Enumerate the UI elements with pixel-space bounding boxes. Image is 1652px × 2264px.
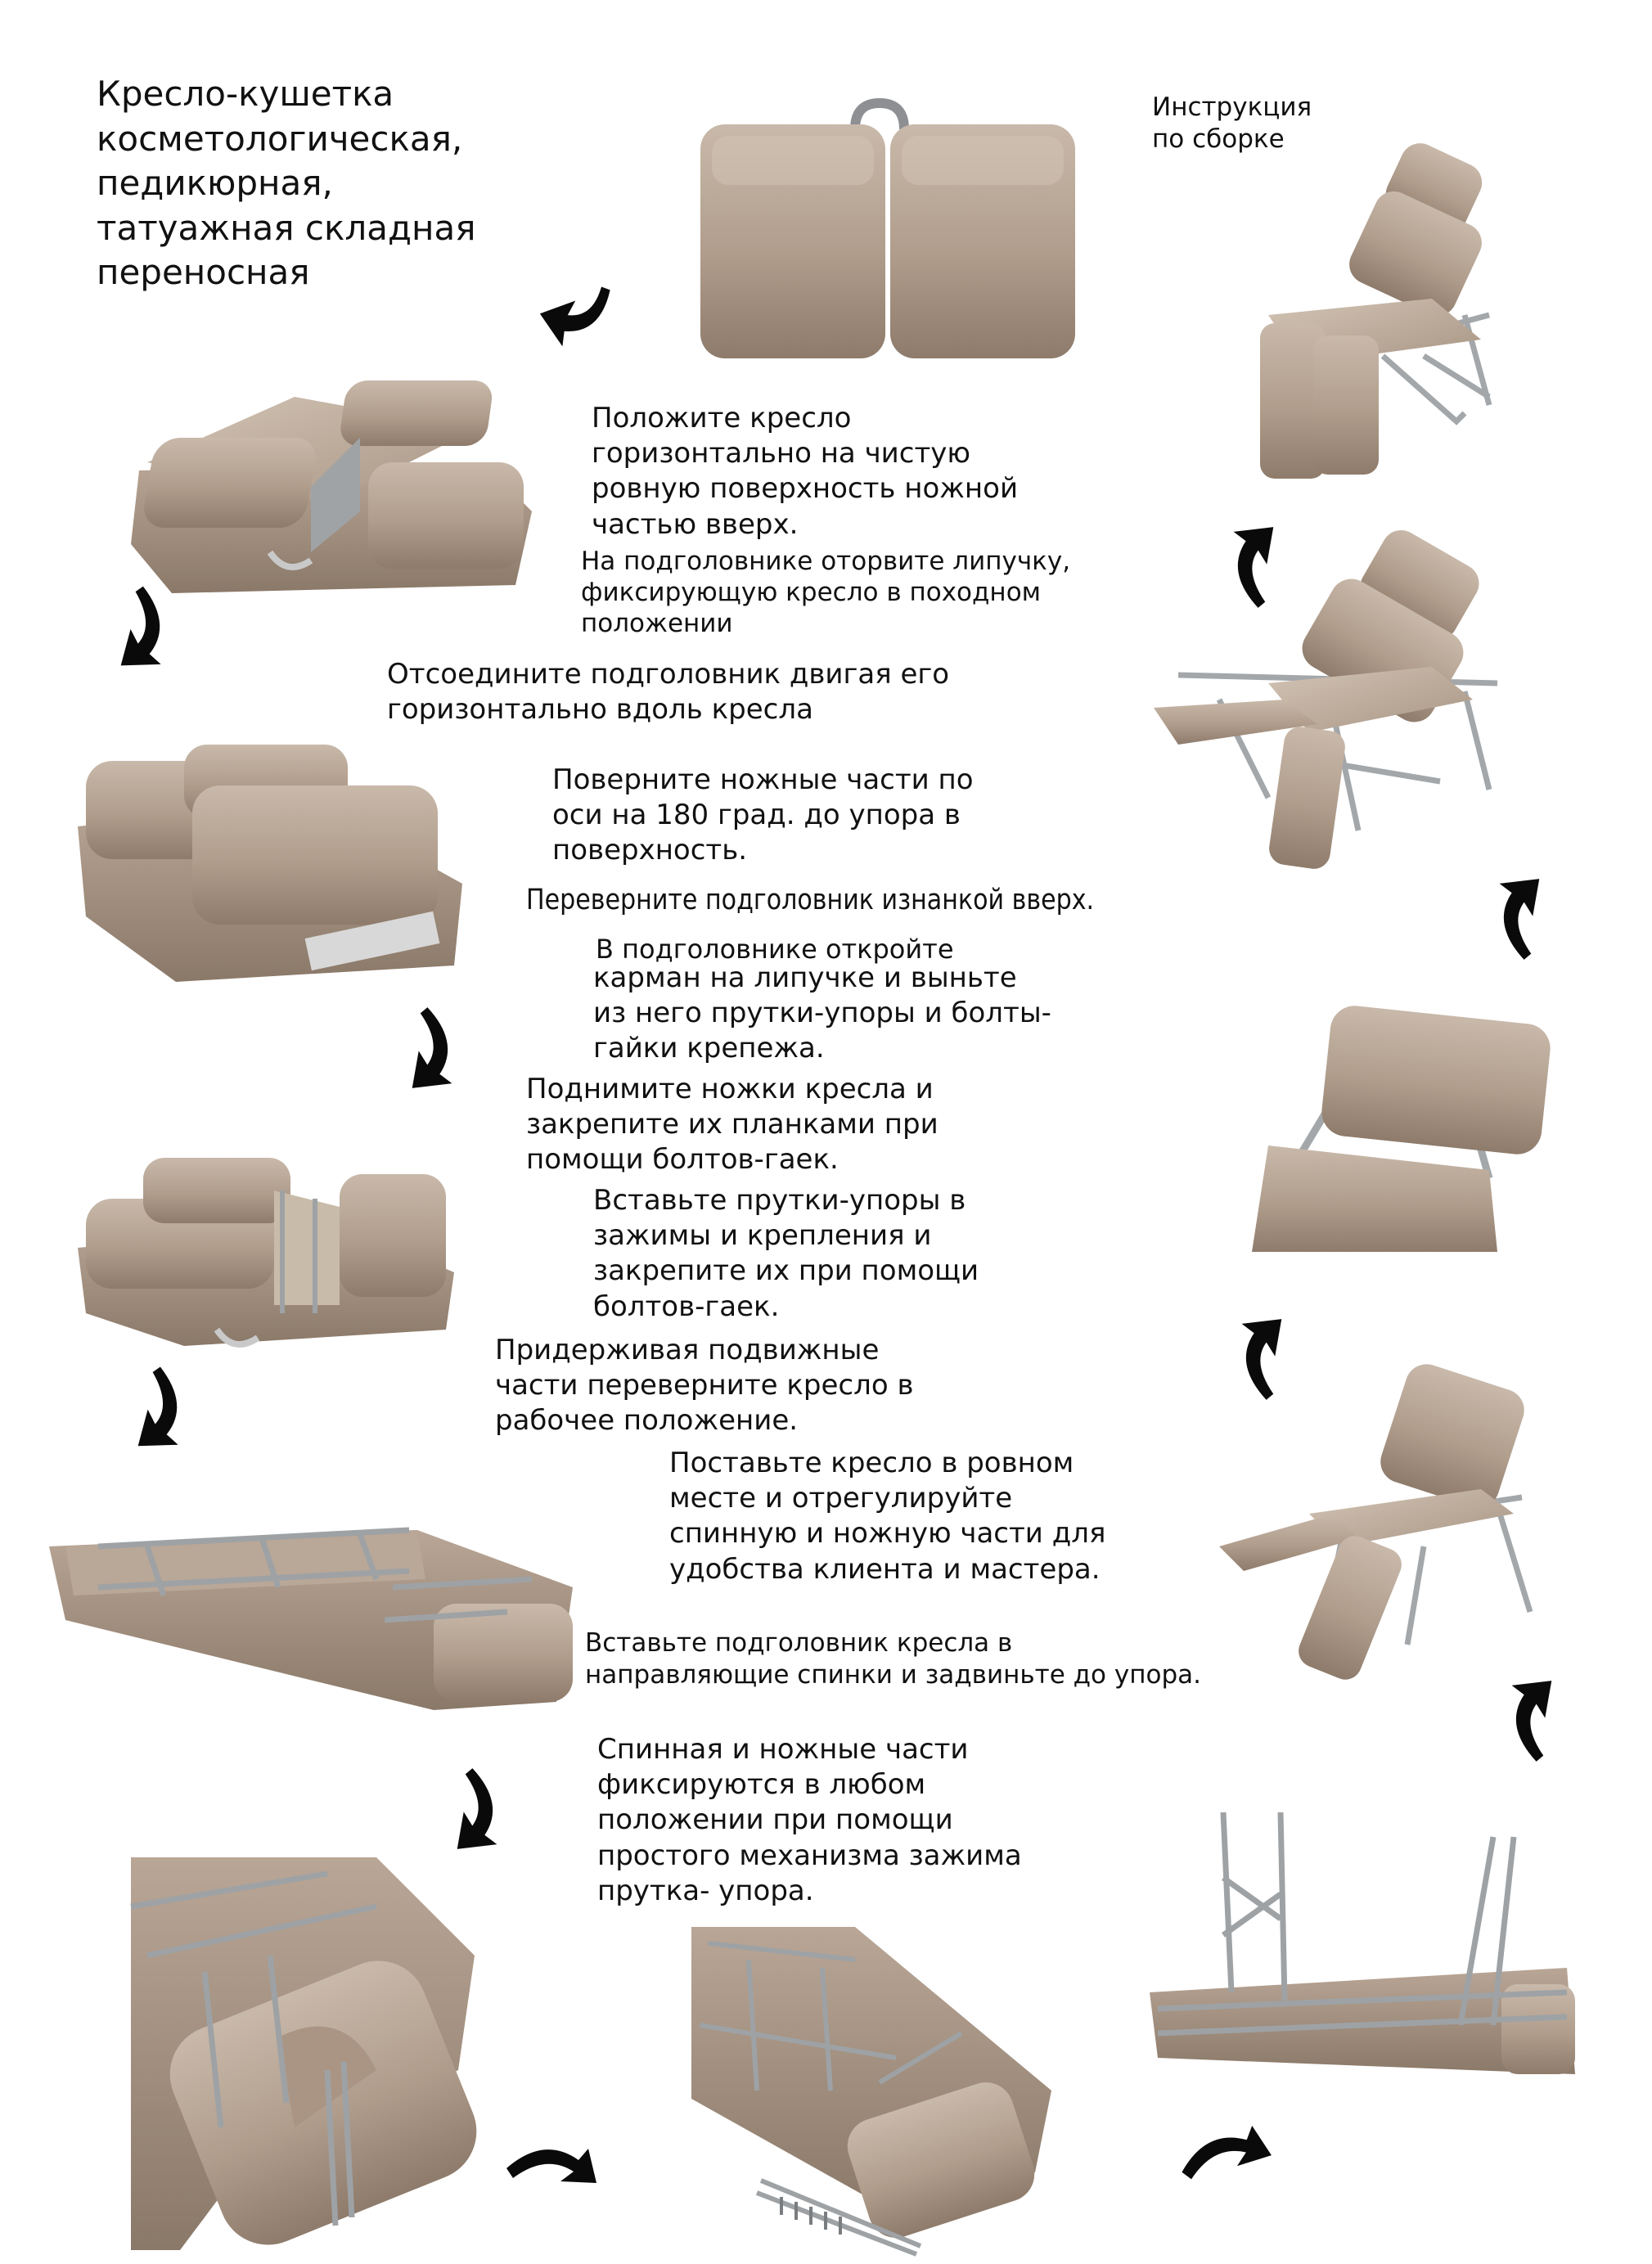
unfolded-frame-image-3 bbox=[691, 1927, 1056, 2254]
curved-arrow-icon bbox=[1506, 1669, 1555, 1771]
curved-arrow-icon bbox=[409, 1000, 458, 1098]
step-flip-headrest: Переверните подголовник изнанкой вверх. bbox=[526, 884, 1095, 916]
step-open-pocket-b: карман на липучке и выньте из него прутки-упоры и болты- гайки крепежа. bbox=[593, 961, 1051, 1065]
document-title: Кресло-кушетка косметологическая, педикюрная, татуажная складная переносная bbox=[97, 74, 476, 293]
step-insert-headrest: Вставьте подголовник кресла в направляющие спинки и задвиньте до упора. bbox=[585, 1628, 1201, 1690]
step-raise-legs: Поднимите ножки кресла и закрепите их планками при помощи болтов-гаек. bbox=[526, 1073, 939, 1177]
curved-arrow-icon bbox=[1174, 2119, 1272, 2185]
unfolded-frame-image-1 bbox=[49, 1497, 581, 1722]
assembled-chair-image-1 bbox=[1252, 151, 1497, 487]
step-rotate-legs: Поверните ножные части по оси на 180 град. до упора в поверхность. bbox=[552, 763, 974, 867]
curved-arrow-icon bbox=[540, 278, 622, 348]
curved-arrow-icon bbox=[139, 1362, 188, 1456]
unfolded-frame-image-2 bbox=[131, 1857, 483, 2258]
folded-chair-image-2 bbox=[70, 728, 479, 990]
folded-chair-image-3 bbox=[70, 1141, 458, 1350]
step-turn-over: Придерживая подвижные части переверните кресло в рабочее положение. bbox=[495, 1334, 914, 1438]
step-fixing-note: Спинная и ножные части фиксируются в любом положении при помощи простого механизма зажима прутка- упора. bbox=[597, 1733, 1022, 1907]
curved-arrow-icon bbox=[1236, 1308, 1285, 1410]
curved-arrow-icon bbox=[503, 2136, 601, 2193]
assembled-chair-image-3 bbox=[1211, 1375, 1538, 1686]
step-place-chair: Положите кресло горизонтально на чистую ровную поверхность ножной частью вверх. bbox=[592, 402, 1019, 541]
step-open-pocket-a: В подголовнике откройте bbox=[596, 934, 954, 965]
curved-arrow-icon bbox=[1227, 515, 1276, 618]
step-remove-velcro: На подголовнике оторвите липучку, фиксирующую кресло в походном положении bbox=[581, 547, 1071, 638]
assembled-frame-image bbox=[1141, 1812, 1579, 2115]
step-detach-headrest: Отсоедините подголовник двигая его горизонтально вдоль кресла bbox=[387, 658, 950, 727]
folded-case-image bbox=[695, 97, 1080, 367]
headrest-closeup-image bbox=[1252, 1015, 1546, 1252]
curved-arrow-icon bbox=[454, 1759, 503, 1861]
assembled-chair-image-2 bbox=[1146, 544, 1506, 871]
instruction-heading: Инструкция по сборке bbox=[1152, 92, 1312, 155]
step-insert-rods: Вставьте прутки-упоры в зажимы и крепления и закрепите их при помощи болтов-гаек. bbox=[593, 1184, 979, 1323]
curved-arrow-icon bbox=[1493, 867, 1542, 970]
folded-chair-image-1 bbox=[123, 348, 540, 601]
step-adjust: Поставьте кресло в ровном месте и отрегулируйте спинную и ножную части для удобства клиента и мастера. bbox=[669, 1447, 1106, 1586]
curved-arrow-icon bbox=[121, 579, 170, 677]
